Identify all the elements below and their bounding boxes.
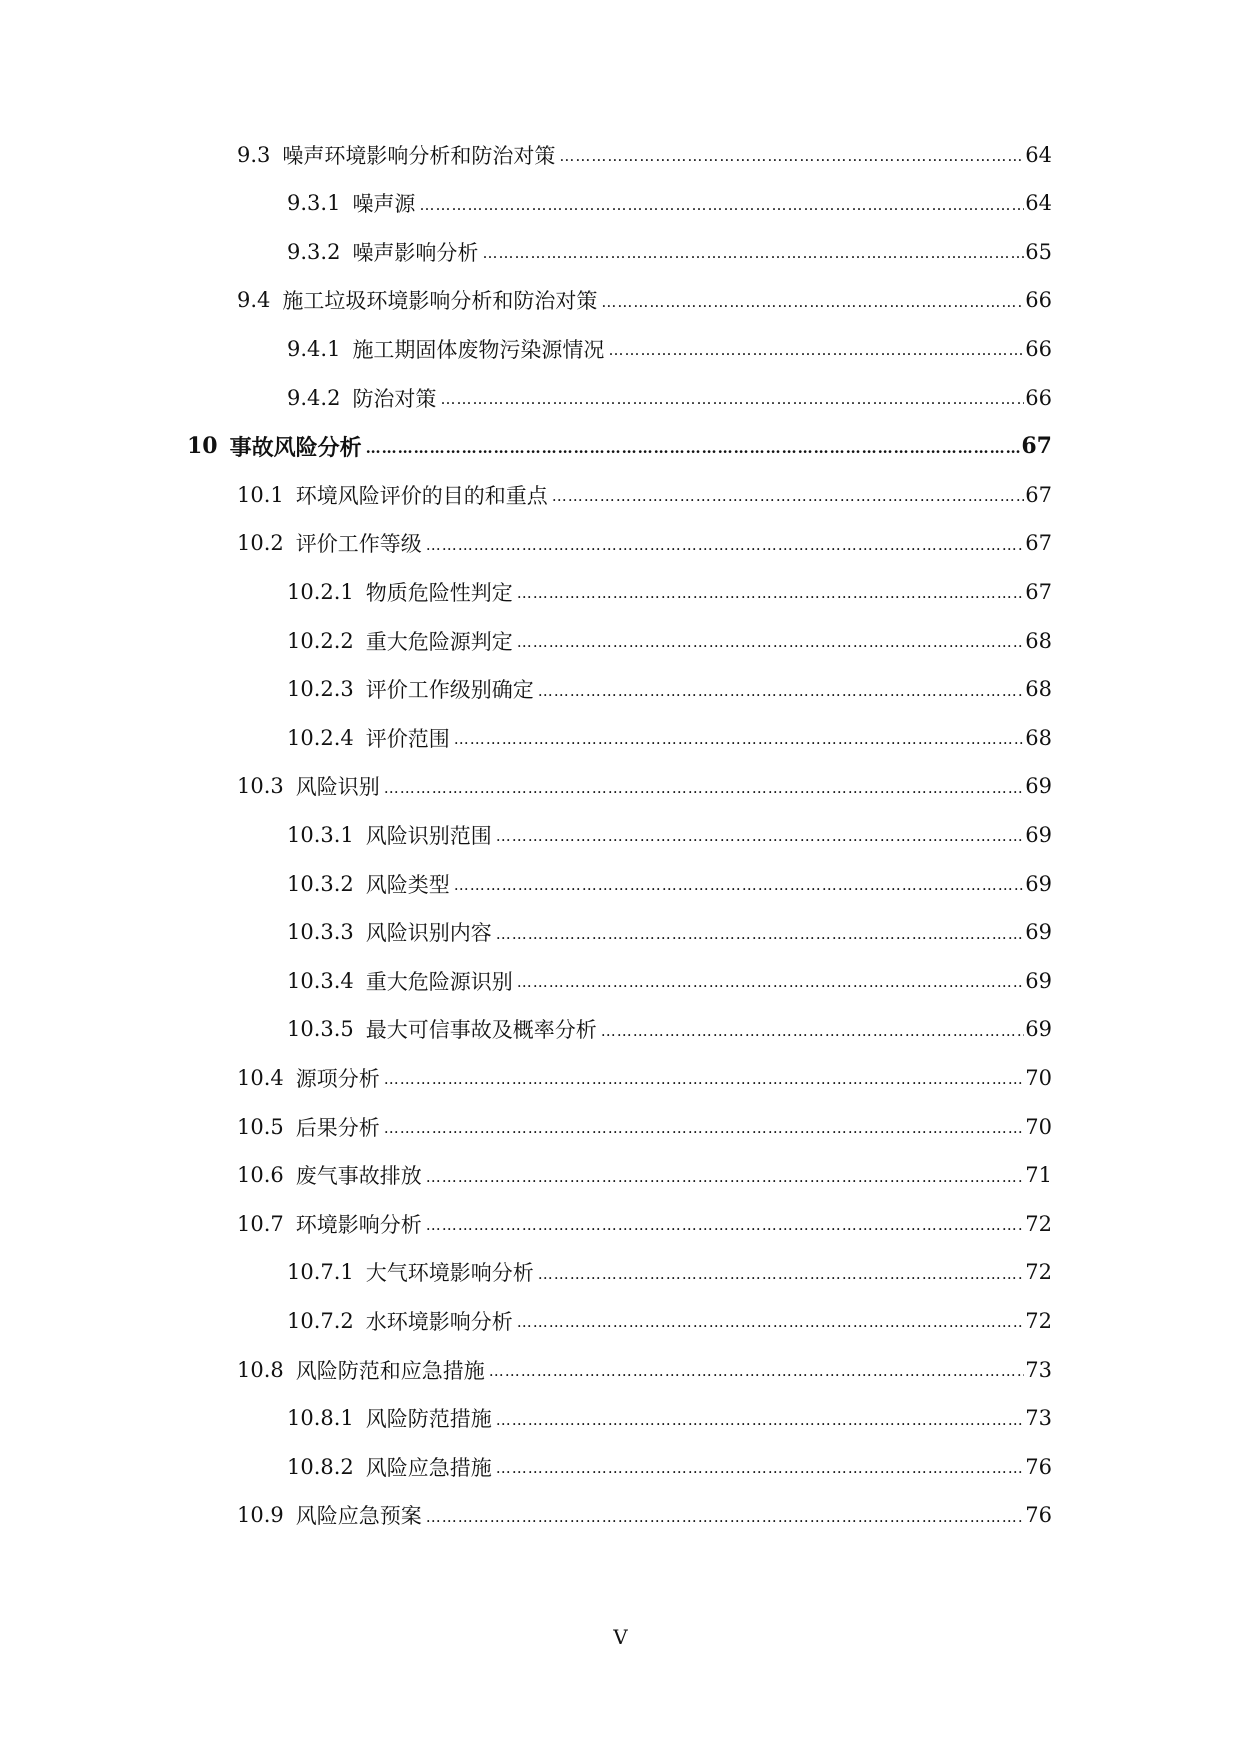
toc-entry[interactable] [287, 1005, 1052, 1054]
toc-entry-title: 物质危险性判定 [365, 580, 513, 605]
toc-dot-leader [384, 1119, 1025, 1151]
toc-entry-number: 10.5 [237, 1114, 284, 1139]
toc-dot-leader [419, 196, 1024, 228]
toc-entry-number: 10.3.5 [287, 1017, 354, 1042]
toc-entry-title: 重大危险源判定 [365, 629, 513, 654]
toc-entry[interactable] [237, 1345, 1052, 1394]
toc-entry-title: 施工垃圾环境影响分析和防治对策 [282, 289, 598, 314]
toc-dot-leader [384, 1070, 1025, 1102]
toc-entry-number: 10.3.4 [287, 968, 354, 993]
toc-entry-number: 10.3 [237, 774, 284, 799]
toc-entry-number: 9.3.2 [287, 239, 341, 264]
toc-entry[interactable] [287, 665, 1052, 714]
toc-dot-leader [496, 827, 1024, 859]
toc-entry-number: 10.4 [237, 1065, 284, 1090]
toc-entry-page: 76 [1025, 1454, 1052, 1479]
toc-entry-title: 后果分析 [295, 1115, 380, 1140]
toc-dot-leader [552, 487, 1025, 519]
toc-entry-title: 噪声环境影响分析和防治对策 [282, 143, 556, 168]
toc-entry-page: 72 [1025, 1260, 1052, 1285]
toc-entry[interactable] [287, 956, 1052, 1005]
toc-entry-title: 废气事故排放 [295, 1164, 422, 1189]
toc-entry-page: 67 [1025, 579, 1052, 604]
toc-entry[interactable] [237, 1151, 1052, 1200]
toc-chapter-entry[interactable] [187, 422, 1052, 471]
toc-entry-page: 66 [1025, 385, 1052, 410]
toc-entry-number: 10.3.3 [287, 920, 354, 945]
toc-dot-leader [517, 584, 1024, 616]
toc-entry-page: 68 [1025, 677, 1052, 702]
toc-entry[interactable] [287, 1394, 1052, 1443]
toc-entry[interactable] [237, 762, 1052, 811]
toc-entry-number: 9.3 [237, 142, 271, 167]
toc-entry-page: 69 [1025, 871, 1052, 896]
toc-entry-title: 水环境影响分析 [365, 1309, 513, 1334]
toc-dot-leader [538, 682, 1024, 714]
toc-entry-page: 70 [1025, 1114, 1052, 1139]
toc-entry[interactable] [237, 1102, 1052, 1151]
toc-entry[interactable] [287, 908, 1052, 957]
toc-entry-title: 评价工作等级 [295, 532, 422, 557]
toc-entry-page: 68 [1025, 628, 1052, 653]
toc-dot-leader [559, 147, 1024, 179]
toc-entry-page: 67 [1025, 531, 1052, 556]
toc-entry-title: 防治对策 [352, 386, 437, 411]
toc-entry-page: 70 [1025, 1065, 1052, 1090]
toc-entry-page: 66 [1025, 336, 1052, 361]
toc-entry[interactable] [287, 227, 1052, 276]
toc-entry-title: 风险识别范围 [365, 823, 492, 848]
toc-entry-title: 源项分析 [295, 1066, 380, 1091]
toc-entry-title: 环境影响分析 [295, 1212, 422, 1237]
toc-dot-leader [517, 1313, 1024, 1345]
page-number: V [613, 1625, 628, 1649]
toc-entry-title: 风险防范措施 [365, 1407, 492, 1432]
toc-entry-page: 69 [1025, 774, 1052, 799]
toc-entry[interactable] [287, 373, 1052, 422]
toc-entry[interactable] [287, 1296, 1052, 1345]
toc-dot-leader [601, 1022, 1024, 1054]
toc-entry[interactable] [237, 276, 1052, 325]
toc-dot-leader [517, 973, 1024, 1005]
toc-entry-number: 9.4 [237, 288, 271, 313]
toc-entry-page: 73 [1025, 1406, 1052, 1431]
toc-entry-page: 72 [1025, 1211, 1052, 1236]
toc-entry-title: 施工期固体废物污染源情况 [352, 337, 605, 362]
toc-dot-leader [454, 876, 1024, 908]
toc-entry-page: 65 [1025, 239, 1052, 264]
toc-entry-number: 10.2 [237, 531, 284, 556]
toc-entry-page: 68 [1025, 725, 1052, 750]
toc-dot-leader [538, 1265, 1024, 1297]
toc-entry-number: 10.7.1 [287, 1260, 354, 1285]
toc-entry[interactable] [287, 567, 1052, 616]
toc-entry-number: 9.4.1 [287, 336, 341, 361]
toc-entry-title: 环境风险评价的目的和重点 [295, 483, 548, 508]
toc-dot-leader [440, 390, 1024, 422]
toc-entry-page: 69 [1025, 920, 1052, 945]
toc-entry-page: 76 [1025, 1503, 1052, 1528]
toc-entry-page: 64 [1025, 142, 1052, 167]
toc-dot-leader [426, 1168, 1025, 1200]
toc-entry[interactable] [287, 1442, 1052, 1491]
toc-entry-title: 风险防范和应急措施 [295, 1358, 485, 1383]
toc-entry-title: 风险应急措施 [365, 1455, 492, 1480]
toc-entry-number: 9.3.1 [287, 191, 341, 216]
toc-entry-number: 10.3.2 [287, 871, 354, 896]
toc-dot-leader [489, 1362, 1025, 1394]
toc-entry[interactable] [237, 1053, 1052, 1102]
toc-entry-title: 风险类型 [365, 872, 450, 897]
toc-entry-title: 大气环境影响分析 [365, 1261, 534, 1286]
toc-entry-page: 73 [1025, 1357, 1052, 1382]
toc-entry[interactable] [287, 1248, 1052, 1297]
toc-entry-number: 10.2.2 [287, 628, 354, 653]
toc-entry-page: 69 [1025, 822, 1052, 847]
toc-entry-title: 噪声源 [352, 192, 416, 217]
toc-entry-title: 重大危险源识别 [365, 969, 513, 994]
toc-entry-page: 66 [1025, 288, 1052, 313]
toc-entry-number: 10.1 [237, 482, 284, 507]
toc-dot-leader [426, 1508, 1025, 1540]
toc-entry[interactable] [287, 616, 1052, 665]
toc-entry-title: 评价范围 [365, 726, 450, 751]
toc-entry-page: 71 [1025, 1163, 1052, 1188]
toc-dot-leader [426, 536, 1025, 568]
toc-entry[interactable] [237, 1199, 1052, 1248]
toc-entry-title: 评价工作级别确定 [365, 678, 534, 703]
toc-entry-number: 10.9 [237, 1503, 284, 1528]
toc-entry[interactable] [287, 713, 1052, 762]
toc-entry-page: 67 [1025, 482, 1052, 507]
toc-entry[interactable] [237, 519, 1052, 568]
toc-dot-leader [426, 1216, 1025, 1248]
toc-dot-leader [454, 730, 1024, 762]
toc-entry-number: 10.2.1 [287, 579, 354, 604]
toc-entry-number: 10.7 [237, 1211, 284, 1236]
toc-dot-leader [517, 633, 1024, 665]
toc-entry-number: 10 [187, 433, 218, 460]
toc-entry[interactable] [287, 859, 1052, 908]
toc-entry-number: 10.3.1 [287, 822, 354, 847]
toc-entry-page: 69 [1025, 1017, 1052, 1042]
toc-entry-number: 10.8.1 [287, 1406, 354, 1431]
toc-entry-page: 69 [1025, 968, 1052, 993]
toc-entry[interactable] [287, 179, 1052, 228]
toc-entry-number: 10.2.4 [287, 725, 354, 750]
toc-entry-page: 72 [1025, 1308, 1052, 1333]
toc-entry-page: 67 [1021, 433, 1052, 460]
toc-entry-title: 风险应急预案 [295, 1504, 422, 1529]
toc-dot-leader [601, 293, 1024, 325]
toc-entry-number: 9.4.2 [287, 385, 341, 410]
toc-dot-leader [384, 779, 1025, 811]
toc-entry-number: 10.8 [237, 1357, 284, 1382]
toc-entry-number: 10.6 [237, 1163, 284, 1188]
toc-dot-leader [366, 439, 1021, 471]
toc-dot-leader [496, 1411, 1024, 1443]
toc-dot-leader [608, 341, 1024, 373]
toc-dot-leader [496, 1459, 1024, 1491]
toc-entry-title: 事故风险分析 [229, 434, 362, 461]
toc-entry-title: 风险识别 [295, 775, 380, 800]
toc-entry[interactable] [287, 324, 1052, 373]
toc-entry-number: 10.8.2 [287, 1454, 354, 1479]
toc-dot-leader [482, 244, 1024, 276]
toc-entry-number: 10.2.3 [287, 677, 354, 702]
toc-entry-title: 最大可信事故及概率分析 [365, 1018, 597, 1043]
toc-entry-title: 风险识别内容 [365, 921, 492, 946]
toc-dot-leader [496, 925, 1024, 957]
toc-entry[interactable] [237, 470, 1052, 519]
toc-entry[interactable] [287, 810, 1052, 859]
toc-entry-number: 10.7.2 [287, 1308, 354, 1333]
toc-entry-title: 噪声影响分析 [352, 240, 479, 265]
toc-entry[interactable] [237, 1491, 1052, 1540]
toc-entry-page: 64 [1025, 191, 1052, 216]
toc-entry[interactable] [237, 130, 1052, 179]
